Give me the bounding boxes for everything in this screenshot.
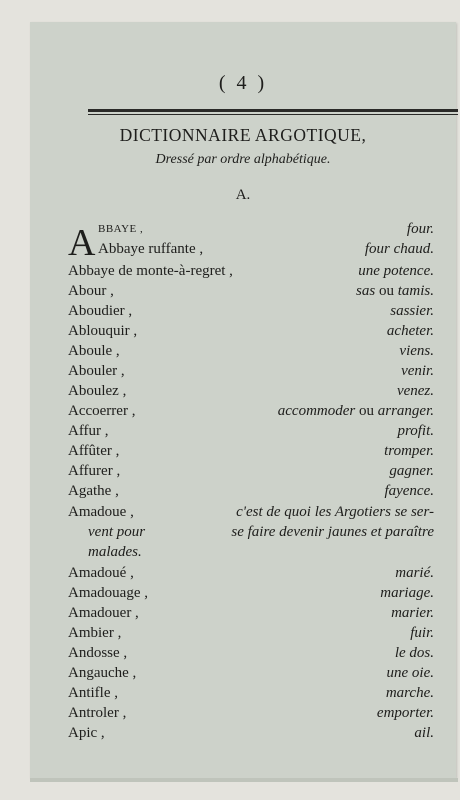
entry-term: Ablouquir , (68, 323, 138, 339)
entry-definition-line3: malades. (88, 544, 142, 560)
dictionary-title: DICTIONNAIRE ARGOTIQUE, (119, 125, 367, 145)
entry-definition-line2-end: se faire devenir jaunes et paraître (231, 524, 434, 540)
entry-term: Affur , (68, 423, 109, 439)
entry-definition: four chaud. (364, 241, 434, 257)
dictionary-entry (68, 402, 434, 421)
entry-definition (278, 402, 434, 421)
entry-definition (356, 282, 434, 301)
entry-definition: tromper. (384, 443, 434, 459)
dictionary-entry (68, 604, 434, 623)
dictionary-entry (68, 644, 434, 663)
page-content (30, 22, 456, 778)
entry-definition: viens. (399, 343, 434, 359)
entry-term: BBAYE , (98, 223, 144, 235)
entry-definition-line1: c'est de quoi les Argotiers se ser- (236, 504, 434, 520)
header-rule-thick (88, 109, 458, 112)
entry-term: Abbaye de monte-à-regret , (68, 263, 233, 279)
section-letter: A. (235, 187, 251, 203)
entry-definition: venir. (401, 363, 434, 379)
entry-definition: sassier. (390, 303, 434, 319)
entry-definition: venez. (396, 383, 434, 399)
entry-term: Apic , (68, 725, 105, 741)
header-rule-thin (88, 114, 458, 115)
entry-definition-line2-start: vent pour (88, 524, 146, 540)
definition-part: accommoder (277, 403, 356, 419)
entry-definition: ail. (414, 725, 434, 741)
dictionary-entry (68, 664, 434, 683)
dictionary-entry (68, 422, 434, 441)
dictionary-subtitle: Dressé par ordre alphabétique. (155, 152, 331, 167)
entry-term: Antroler , (68, 705, 127, 721)
entry-term: Affurer , (68, 463, 121, 479)
definition-part: sas (356, 283, 376, 299)
entry-definition: mariage. (380, 585, 434, 601)
entry-term: Antifle , (68, 685, 118, 701)
entry-definition: profit. (397, 423, 434, 439)
entry-definition: marié. (395, 565, 434, 581)
entry-definition: fuir. (410, 625, 434, 641)
entry-term: Abour , (68, 283, 114, 299)
entry-term: Angauche , (68, 665, 137, 681)
page-edge (30, 778, 458, 782)
drop-cap: A (68, 222, 96, 264)
entry-definition: marier. (391, 605, 434, 621)
entry-definition: gagner. (389, 463, 434, 479)
entry-definition: emporter. (376, 705, 434, 721)
dictionary-entry (68, 342, 434, 361)
dictionary-entry (68, 240, 434, 259)
entry-definition: four. (406, 221, 434, 237)
page-number: ( 4 ) (218, 72, 268, 94)
entry-term: Ambier , (68, 625, 122, 641)
definition-conjunction: ou (358, 403, 374, 419)
definition-conjunction: ou (378, 283, 394, 299)
dictionary-entry (68, 564, 434, 583)
entry-definition: marche. (385, 685, 434, 701)
entry-definition: une oie. (386, 665, 434, 681)
entry-definition: le dos. (394, 645, 434, 661)
dictionary-entry (68, 482, 434, 501)
entry-term: Abbaye ruffante , (98, 241, 204, 257)
dictionary-entry (68, 220, 434, 239)
definition-part: arranger. (377, 403, 434, 419)
dictionary-entry (68, 704, 434, 723)
dictionary-entry (68, 282, 434, 301)
entry-definition: acheter. (386, 323, 434, 339)
dictionary-entry (68, 322, 434, 341)
dictionary-entry (68, 503, 434, 522)
entry-term: Affûter , (68, 443, 120, 459)
entry-definition: fayence. (384, 483, 434, 499)
entry-term: Accoerrer , (68, 403, 136, 419)
entry-term: Aboulez , (68, 383, 127, 399)
entry-definition: une potence. (358, 263, 434, 279)
dictionary-entry (68, 382, 434, 401)
entry-term: Aboudier , (68, 303, 133, 319)
dictionary-entry (68, 584, 434, 603)
dictionary-entry (68, 302, 434, 321)
definition-part: tamis. (397, 283, 434, 299)
dictionary-entry (68, 462, 434, 481)
entry-term: Agathe , (68, 483, 119, 499)
dictionary-entry (68, 262, 434, 281)
entry-term: Amadouage , (68, 585, 148, 601)
entry-term: Abouler , (68, 363, 125, 379)
entry-term: Aboule , (68, 343, 120, 359)
entry-term: Amadoue , (68, 504, 134, 520)
dictionary-entry (68, 724, 434, 743)
dictionary-entry (68, 362, 434, 381)
entry-term: Andosse , (68, 645, 128, 661)
dictionary-entry (68, 624, 434, 643)
entry-term: Amadouer , (68, 605, 139, 621)
entry-term: Amadoué , (68, 565, 134, 581)
dictionary-entry (68, 442, 434, 461)
dictionary-entry (68, 684, 434, 703)
